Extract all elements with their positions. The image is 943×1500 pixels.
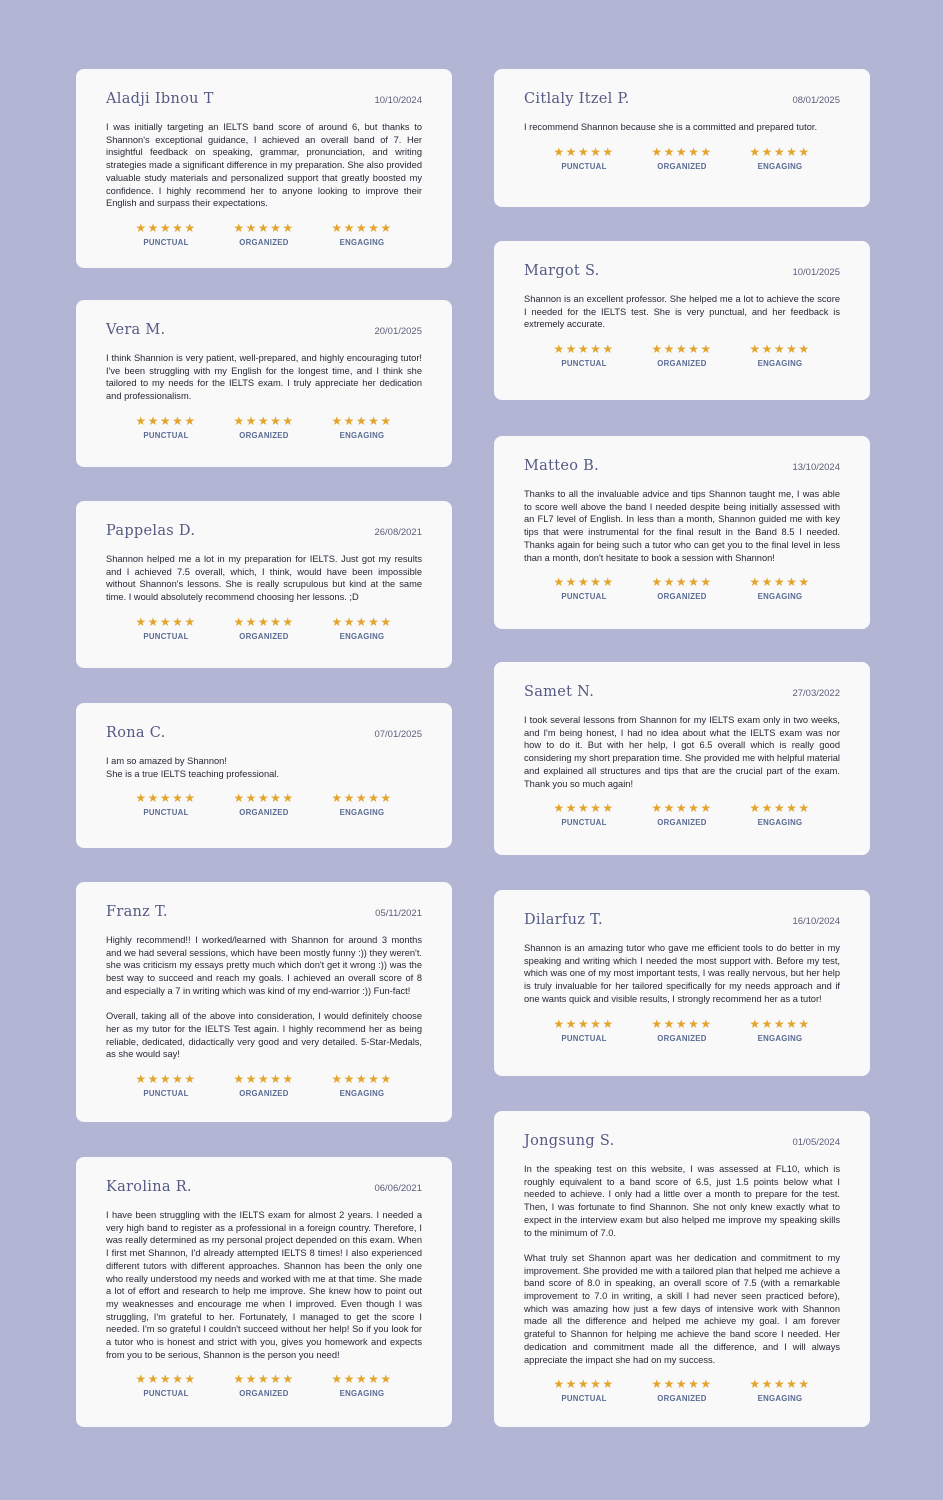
rating-item xyxy=(232,222,296,247)
star-rating-icon: ★★★★★ xyxy=(749,1016,811,1031)
review-card xyxy=(494,1111,870,1427)
rating-label: ENGAGING xyxy=(339,1089,385,1099)
rating-item xyxy=(552,1018,616,1043)
rating-item xyxy=(650,146,714,171)
review-date: 07/01/2025 xyxy=(374,729,422,740)
star-rating-icon: ★★★★★ xyxy=(553,801,615,816)
reviewer-name: Citlaly Itzel P. xyxy=(524,91,630,107)
rating-item xyxy=(232,1373,296,1398)
rating-item xyxy=(748,1018,812,1043)
rating-item xyxy=(650,1018,714,1043)
rating-item xyxy=(552,576,616,601)
rating-label: PUNCTUAL xyxy=(561,592,607,602)
reviewer-name: Vera M. xyxy=(106,322,166,338)
rating-group xyxy=(106,616,422,641)
review-card xyxy=(76,882,452,1122)
star-rating-icon: ★★★★★ xyxy=(135,413,197,428)
rating-item xyxy=(330,616,394,641)
star-rating-icon: ★★★★★ xyxy=(651,144,713,159)
rating-item xyxy=(330,1073,394,1098)
star-rating-icon: ★★★★★ xyxy=(135,220,197,235)
rating-label: ORGANIZED xyxy=(239,808,289,818)
star-rating-icon: ★★★★★ xyxy=(651,575,713,590)
rating-label: ORGANIZED xyxy=(239,631,289,641)
rating-item xyxy=(330,792,394,817)
review-card xyxy=(76,69,452,268)
rating-item xyxy=(552,343,616,368)
rating-group xyxy=(524,146,840,171)
rating-label: ENGAGING xyxy=(757,818,803,828)
star-rating-icon: ★★★★★ xyxy=(233,413,295,428)
rating-label: ENGAGING xyxy=(757,161,803,171)
rating-item xyxy=(134,1073,198,1098)
rating-group xyxy=(524,1018,840,1043)
rating-label: ENGAGING xyxy=(339,430,385,440)
review-text: Thanks to all the invaluable advice and tips Shannon taught me, I was able to score well above the band I needed despite being initially assessed with an FL7 level of English. In less than a month, Shannon guided me with key tips that were instrumental for the final result in the Band 8.5 I needed. Thanks again for being such a tutor who can get you to the final level in less than a month, don't hesitate to book a session with Shannon! xyxy=(524,489,840,563)
star-rating-icon: ★★★★★ xyxy=(749,801,811,816)
star-rating-icon: ★★★★★ xyxy=(749,1377,811,1392)
rating-item xyxy=(748,343,812,368)
rating-group xyxy=(524,576,840,601)
rating-item xyxy=(330,222,394,247)
rating-label: PUNCTUAL xyxy=(561,359,607,369)
rating-item xyxy=(134,1373,198,1398)
rating-item xyxy=(650,802,714,827)
rating-label: ORGANIZED xyxy=(657,1033,707,1043)
rating-label: PUNCTUAL xyxy=(561,1033,607,1043)
star-rating-icon: ★★★★★ xyxy=(553,575,615,590)
star-rating-icon: ★★★★★ xyxy=(553,342,615,357)
rating-group xyxy=(524,343,840,368)
star-rating-icon: ★★★★★ xyxy=(135,1072,197,1087)
star-rating-icon: ★★★★★ xyxy=(135,791,197,806)
star-rating-icon: ★★★★★ xyxy=(135,614,197,629)
rating-label: ENGAGING xyxy=(339,1389,385,1399)
review-date: 06/06/2021 xyxy=(374,1183,422,1194)
rating-item xyxy=(748,576,812,601)
rating-label: ENGAGING xyxy=(339,631,385,641)
rating-group xyxy=(524,802,840,827)
rating-item xyxy=(650,1378,714,1403)
star-rating-icon: ★★★★★ xyxy=(553,1016,615,1031)
rating-item xyxy=(650,576,714,601)
reviewer-name: Pappelas D. xyxy=(106,523,196,539)
star-rating-icon: ★★★★★ xyxy=(651,1377,713,1392)
review-text: Highly recommend!! I worked/learned with Shannon for around 3 months and we had several sessions, which have been mostly funny :)) they weren't. she was criticism my essays pretty much which don't get it wrong :)) was the best way to succeed and reach my goals. I achieved an overall score of 8 and especially a 7 in writing which was kind of my end-warrior :)) Fun-fact! Overall, taking all of the above into consideration, I would definitely choose her as my tutor for the IELTS Test again. I highly recommend her as being reliable, dedicated, didactically very good and very detailed. 5-Star-Medals, as she would say! xyxy=(106,935,422,1060)
review-text: Shannon is an excellent professor. She helped me a lot to achieve the score I needed for the IELTS test. She is very punctual, and her feedback is extremely accurate. xyxy=(524,294,840,330)
star-rating-icon: ★★★★★ xyxy=(233,791,295,806)
reviewer-name: Samet N. xyxy=(524,684,595,700)
review-card xyxy=(494,241,870,400)
rating-item xyxy=(650,343,714,368)
review-text: I recommend Shannon because she is a committed and prepared tutor. xyxy=(524,122,818,132)
review-card xyxy=(76,300,452,467)
rating-label: ENGAGING xyxy=(339,808,385,818)
review-text: I have been struggling with the IELTS exam for almost 2 years. I needed a very high band to register as a professional in a foreign country. Therefore, I was really determined as my personal project depended on this exam. When I first met Shannon, I'd already attempted IELTS 8 times! I also experienced different tutors with different approaches. Shannon has been the only one who really understood my needs and worked with me at that time. She made a lot of effort and research to help me improve. She knew how to point out my weaknesses and encourage me when I improved. Even though I was struggling, I'm grateful to her. Fortunately, I managed to get the score I needed. I'm so grateful I couldn't succeed without her help! So if you look for a tutor who is honest and strict with you, gives you homework and expects from you to be serious, Shannon is the person you need! xyxy=(106,1210,422,1360)
reviewer-name: Margot S. xyxy=(524,263,600,279)
review-header xyxy=(524,684,840,706)
star-rating-icon: ★★★★★ xyxy=(233,220,295,235)
review-date: 27/03/2022 xyxy=(792,688,840,699)
review-date: 13/10/2024 xyxy=(792,462,840,473)
rating-label: ORGANIZED xyxy=(239,1389,289,1399)
review-header xyxy=(106,322,422,344)
star-rating-icon: ★★★★★ xyxy=(135,1372,197,1387)
review-text: Shannon helped me a lot in my preparation for IELTS. Just got my results and I achieved 7.5 overall, which, I think, would have been impossible without Shannon's lessons. She is really scrupulous but kind at the same time. I would absolutely recommend choosing her lessons. ;D xyxy=(106,554,422,603)
reviewer-name: Jongsung S. xyxy=(524,1133,615,1149)
rating-item xyxy=(552,1378,616,1403)
star-rating-icon: ★★★★★ xyxy=(331,1372,393,1387)
rating-group xyxy=(106,792,422,817)
rating-label: ORGANIZED xyxy=(657,592,707,602)
rating-label: ORGANIZED xyxy=(657,818,707,828)
review-date: 10/10/2024 xyxy=(374,95,422,106)
star-rating-icon: ★★★★★ xyxy=(233,1072,295,1087)
rating-label: ORGANIZED xyxy=(657,161,707,171)
review-card xyxy=(494,662,870,855)
star-rating-icon: ★★★★★ xyxy=(331,614,393,629)
rating-label: PUNCTUAL xyxy=(143,430,189,440)
review-card xyxy=(76,501,452,668)
review-date: 16/10/2024 xyxy=(792,916,840,927)
review-header xyxy=(524,912,840,934)
star-rating-icon: ★★★★★ xyxy=(749,575,811,590)
rating-label: PUNCTUAL xyxy=(561,161,607,171)
rating-item xyxy=(748,146,812,171)
review-header xyxy=(524,263,840,285)
review-header xyxy=(106,523,422,545)
rating-item xyxy=(232,616,296,641)
review-date: 26/08/2021 xyxy=(374,527,422,538)
review-header xyxy=(524,458,840,480)
star-rating-icon: ★★★★★ xyxy=(331,220,393,235)
rating-label: PUNCTUAL xyxy=(143,237,189,247)
review-card xyxy=(76,703,452,848)
reviewer-name: Rona C. xyxy=(106,725,166,741)
review-date: 08/01/2025 xyxy=(792,95,840,106)
rating-label: PUNCTUAL xyxy=(143,808,189,818)
rating-group xyxy=(106,1073,422,1098)
rating-item xyxy=(134,792,198,817)
rating-item xyxy=(330,415,394,440)
reviewer-name: Aladji Ibnou T xyxy=(106,91,214,107)
review-text: I was initially targeting an IELTS band score of around 6, but thanks to Shannon's exceptional guidance, I achieved an overall band of 7. Her insightful feedback on speaking, grammar, pronunciation, and writing strategies made a significant difference in my preparation. She also provided valuable study materials and personalized support that greatly boosted my confidence. I highly recommend her to anyone looking to improve their English and surpass their expectations. xyxy=(106,122,422,209)
star-rating-icon: ★★★★★ xyxy=(651,801,713,816)
review-card xyxy=(76,1157,452,1427)
reviewer-name: Matteo B. xyxy=(524,458,600,474)
review-text: I think Shannion is very patient, well-prepared, and highly encouraging tutor! I've been struggling with my English for the longest time, and I think she tailored to my needs for the IELTS exam. I truly appreciate her dedication and professionalism. xyxy=(106,353,422,402)
rating-label: ORGANIZED xyxy=(239,1089,289,1099)
rating-item xyxy=(232,415,296,440)
rating-label: ENGAGING xyxy=(757,1033,803,1043)
review-card xyxy=(494,436,870,629)
rating-label: ORGANIZED xyxy=(657,1394,707,1404)
review-header xyxy=(106,1179,422,1201)
reviewer-name: Karolina R. xyxy=(106,1179,192,1195)
rating-item xyxy=(232,1073,296,1098)
reviewer-name: Dilarfuz T. xyxy=(524,912,603,928)
rating-item xyxy=(748,1378,812,1403)
rating-label: ENGAGING xyxy=(757,592,803,602)
star-rating-icon: ★★★★★ xyxy=(651,1016,713,1031)
review-date: 20/01/2025 xyxy=(374,326,422,337)
rating-group xyxy=(524,1378,840,1403)
star-rating-icon: ★★★★★ xyxy=(233,614,295,629)
rating-item xyxy=(134,616,198,641)
rating-item xyxy=(330,1373,394,1398)
review-card xyxy=(494,69,870,207)
review-date: 01/05/2024 xyxy=(792,1137,840,1148)
star-rating-icon: ★★★★★ xyxy=(331,1072,393,1087)
star-rating-icon: ★★★★★ xyxy=(553,1377,615,1392)
star-rating-icon: ★★★★★ xyxy=(749,342,811,357)
rating-label: PUNCTUAL xyxy=(143,631,189,641)
review-header xyxy=(106,725,422,747)
review-text: I am so amazed by Shannon! She is a true IELTS teaching professional. xyxy=(106,756,279,779)
reviewer-name: Franz T. xyxy=(106,904,168,920)
review-header xyxy=(106,904,422,926)
review-card xyxy=(494,890,870,1076)
rating-label: PUNCTUAL xyxy=(143,1089,189,1099)
review-header xyxy=(524,1133,840,1155)
star-rating-icon: ★★★★★ xyxy=(749,144,811,159)
star-rating-icon: ★★★★★ xyxy=(651,342,713,357)
review-text: Shannon is an amazing tutor who gave me efficient tools to do better in my speaking and writing which I needed the most support with. Before my test, which was one of my most important tests, I was really nervous, but her help is truly invaluable for her tailored specifically for my needs approach and if one wants quick and visible results, I strongly recommend her as a tutor! xyxy=(524,943,840,1004)
review-text: I took several lessons from Shannon for my IELTS exam only in two weeks, and I'm being honest, I had no idea about what the IELTS exam was nor how to do it. But with her help, I got 6.5 overall which is really good considering my short preparation time. She provided me with helpful material and explained all structures and tips that are the crucial part of the exam. Thank you so much again! xyxy=(524,715,840,789)
rating-item xyxy=(552,146,616,171)
star-rating-icon: ★★★★★ xyxy=(553,144,615,159)
rating-group xyxy=(106,1373,422,1398)
rating-group xyxy=(106,222,422,247)
rating-label: ORGANIZED xyxy=(657,359,707,369)
rating-label: PUNCTUAL xyxy=(561,818,607,828)
rating-label: PUNCTUAL xyxy=(143,1389,189,1399)
rating-item xyxy=(748,802,812,827)
star-rating-icon: ★★★★★ xyxy=(331,413,393,428)
rating-item xyxy=(552,802,616,827)
rating-label: ORGANIZED xyxy=(239,430,289,440)
review-date: 10/01/2025 xyxy=(792,267,840,278)
rating-item xyxy=(134,415,198,440)
rating-label: PUNCTUAL xyxy=(561,1394,607,1404)
review-date: 05/11/2021 xyxy=(375,908,422,919)
review-header xyxy=(524,91,840,113)
rating-group xyxy=(106,415,422,440)
star-rating-icon: ★★★★★ xyxy=(331,791,393,806)
rating-label: ENGAGING xyxy=(339,237,385,247)
review-header xyxy=(106,91,422,113)
review-text: In the speaking test on this website, I was assessed at FL10, which is roughly equivalent to a band score of 6.5, just 1.5 points below what I needed to achieve. I only had a little over a month to prepare for the test. Then, I was fortunate to find Shannon. She not only knew exactly what to expect in the interview exam but also helped me improve my speaking skills to the minimum of 7.0. What truly set Shannon apart was her dedication and commitment to my improvement. She provided me with a tailored plan that helped me achieve a band score of 8.0 in speaking, an overall score of 7.5 (with a remarkable improvement to 7.0 in writing, a skill I had never seen practiced before), which was amazing how just a few days of intensive work with Shannon made all the difference and helped me achieve my goal. I am forever grateful to Shannon for helping me achieve the band score I needed. Her dedication and commitment made all the difference, and I will always appreciate the impact she had on my success. xyxy=(524,1164,840,1365)
rating-item xyxy=(232,792,296,817)
star-rating-icon: ★★★★★ xyxy=(233,1372,295,1387)
rating-label: ORGANIZED xyxy=(239,237,289,247)
rating-item xyxy=(134,222,198,247)
rating-label: ENGAGING xyxy=(757,1394,803,1404)
rating-label: ENGAGING xyxy=(757,359,803,369)
